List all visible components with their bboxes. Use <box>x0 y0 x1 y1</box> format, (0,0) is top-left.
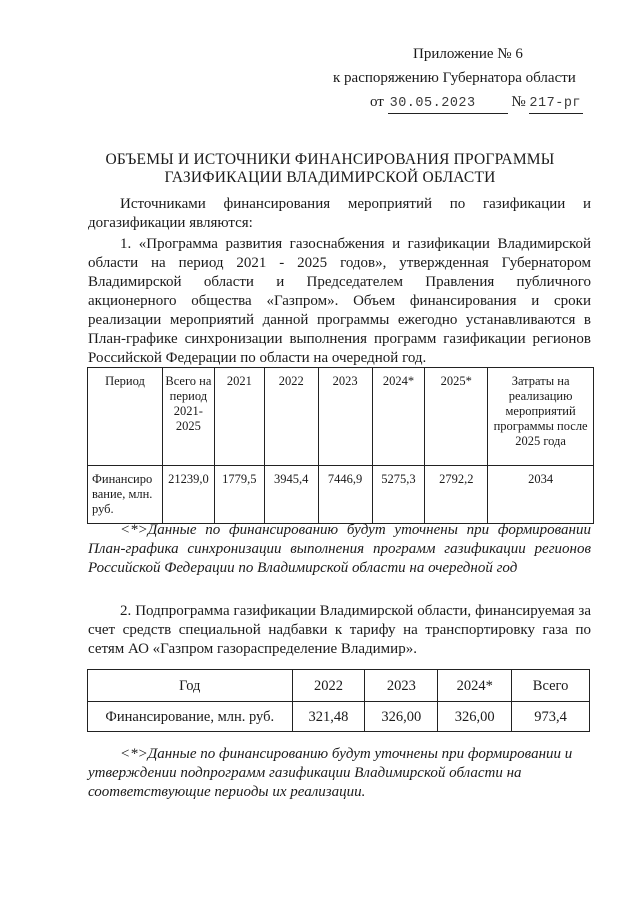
cell-after-2025: 2034 <box>488 466 594 524</box>
intro-paragraph <box>88 195 591 233</box>
item1-line: акционерного общества «Газпром». Объем финансирования и сроки <box>88 293 591 309</box>
from-label: от <box>370 94 384 110</box>
intro-line: Источниками финансирования мероприятий по газификации и <box>120 196 591 212</box>
footnote-2 <box>88 745 591 802</box>
item1-line: Владимирской области и Председателем Правления публичного <box>88 274 591 290</box>
cell-total: 21239,0 <box>162 466 214 524</box>
table-header-row <box>88 670 590 702</box>
order-number: 217-рг <box>529 96 582 111</box>
appendix-label: Приложение № 6 <box>413 46 523 62</box>
item1-line: 1. «Программа развития газоснабжения и газификации Владимирской <box>120 236 591 252</box>
table-row <box>88 702 590 732</box>
col-header-year: Год <box>88 670 293 702</box>
footnote-1 <box>88 521 591 578</box>
document-title-line1: ОБЪЕМЫ И ИСТОЧНИКИ ФИНАНСИРОВАНИЯ ПРОГРАММЫ <box>105 151 555 168</box>
cell-2023: 326,00 <box>365 702 438 732</box>
col-header-2023: 2023 <box>365 670 438 702</box>
item1-line: реализации мероприятий данной программы ежегодно устанавливаются в <box>88 312 591 328</box>
footnote-line: Российской Федерации по Владимирской области на очередной год <box>88 560 518 576</box>
col-header-2021: 2021 <box>214 368 264 466</box>
item1-line: области на период 2021 - 2025 годов», утвержденная Губернатором <box>88 255 591 271</box>
cell-2024: 5275,3 <box>372 466 425 524</box>
item1-paragraph <box>88 235 591 368</box>
order-date-line <box>388 93 508 114</box>
col-header-2023: 2023 <box>318 368 372 466</box>
cell-2025: 2792,2 <box>425 466 488 524</box>
cell-2023: 7446,9 <box>318 466 372 524</box>
cell-2021: 1779,5 <box>214 466 264 524</box>
footnote-line: соответствующие периоды их реализации. <box>88 784 366 800</box>
order-number-line <box>529 93 583 114</box>
footnote-line: утверждении подпрограмм газификации Владимирской области на <box>88 765 522 781</box>
number-label: № <box>511 94 526 110</box>
footnote-line: <*>Данные по финансированию будут уточнены при формировании <box>120 522 591 538</box>
cell-2022: 3945,4 <box>264 466 318 524</box>
order-date: 30.05.2023 <box>389 96 476 111</box>
cell-2022: 321,48 <box>292 702 365 732</box>
row-label: Финансирование, млн. руб. <box>88 702 293 732</box>
col-header-2024: 2024* <box>372 368 425 466</box>
order-reference: к распоряжению Губернатора области <box>333 70 576 86</box>
col-header-period: Период <box>88 368 163 466</box>
order-date-number <box>370 93 583 114</box>
col-header-total: Всего <box>512 670 590 702</box>
item2-line: 2. Подпрограмма газификации Владимирской области, финансируемая за <box>120 603 591 619</box>
intro-line: догазификации являются: <box>88 215 253 231</box>
document-title-line2: ГАЗИФИКАЦИИ ВЛАДИМИРСКОЙ ОБЛАСТИ <box>164 169 496 186</box>
item2-line: сетям АО «Газпром газораспределение Владимир». <box>88 641 417 657</box>
item1-line: Российской Федерации по области на очередной год. <box>88 350 427 366</box>
item1-line: План-графике синхронизации выполнения программ газификации регионов <box>88 331 591 347</box>
row-label: Финансиро вание, млн. руб. <box>88 466 163 524</box>
table-header-row <box>88 368 594 466</box>
cell-total: 973,4 <box>512 702 590 732</box>
financing-table-subprogram <box>87 669 590 732</box>
financing-table-program <box>87 367 594 524</box>
col-header-2025: 2025* <box>425 368 488 466</box>
footnote-line: <*>Данные по финансированию будут уточнены при формировании и <box>120 746 573 762</box>
col-header-total: Всего на период 2021-2025 <box>162 368 214 466</box>
col-header-2024: 2024* <box>438 670 512 702</box>
cell-2024: 326,00 <box>438 702 512 732</box>
col-header-2022: 2022 <box>292 670 365 702</box>
item2-line: счет средств специальной надбавки к тарифу на транспортировку газа по <box>88 622 591 638</box>
table-row <box>88 466 594 524</box>
footnote-line: План-графика синхронизации выполнения программ газификации регионов <box>88 541 591 557</box>
col-header-after-2025: Затраты на реализацию мероприятий программы после 2025 года <box>488 368 594 466</box>
item2-paragraph <box>88 602 591 659</box>
col-header-2022: 2022 <box>264 368 318 466</box>
